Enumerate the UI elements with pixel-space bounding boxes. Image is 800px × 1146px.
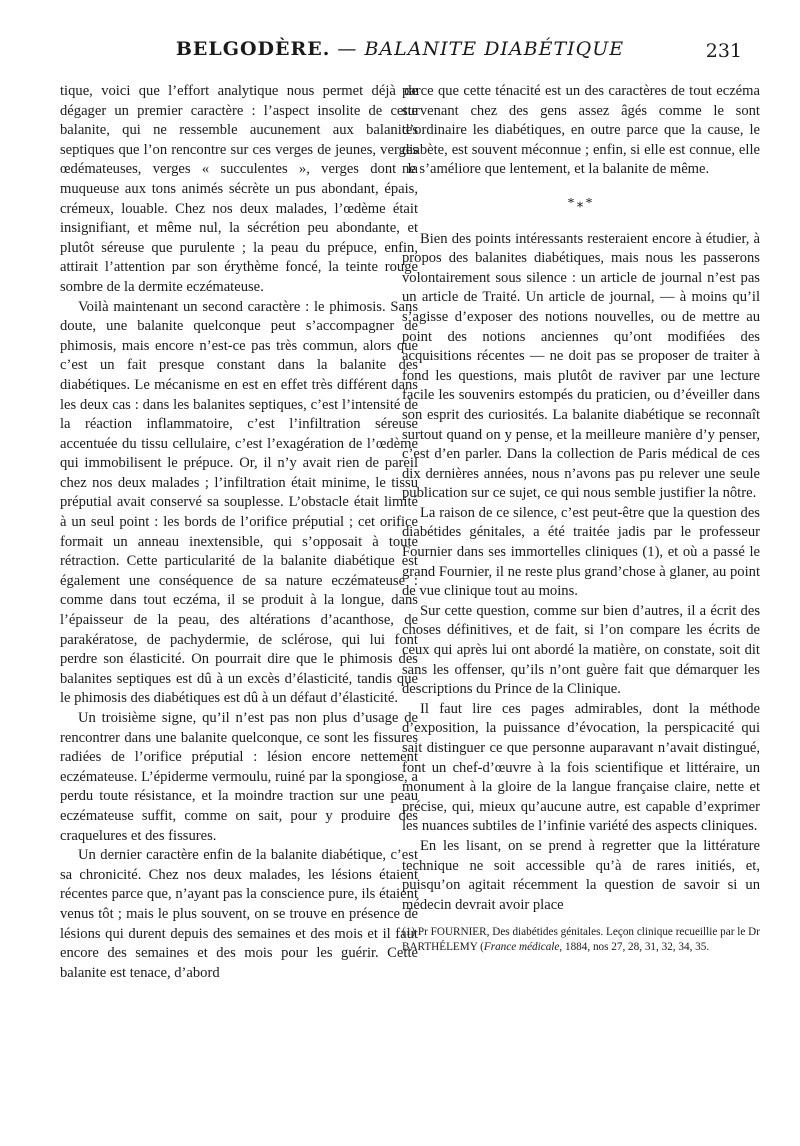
paragraph: Un troisième signe, qu’il n’est pas non plus d’usage de rencontrer dans une balanite quelconque, ce sont les fissures radiées de l’orifice préputial : lésion encore nettement eczémateuse. L’épiderme vermoulu, ruiné par la spongiose, a perdu toute résistance, et la moindre traction sur une peau eczémateuse suffit, comme on sait, pour y produire des craquelures et des fissures. (60, 710, 418, 844)
paragraph: Bien des points intéressants resteraient encore à étudier, à propos des balanites diabétiques, mais nous les passerons volontairement sous silence : un article de journal n’est pas un article de Traité. Un article de journal, — à moins qu’il s’agisse d’exposer des notions nouvelles, ou de mettre au point des notions anciennes qu’ont modifiées des acquisitions récentes — ne doit pas se proposer de traiter à fond les questions, mais plutôt de raviver par une lecture facile les souvenirs estompés du praticien, ou d’éveiller dans son esprit des curiosités. La balanite diabétique se reconnaît surtout quand on y pense, et la meilleure manière d’y penser, c’est d’en parler. Dans la collection de Paris médical de ces dix dernières années, nous n’avons pas pu relever une seule publication sur ce sujet, ce qui nous semble justifier la nôtre. (402, 230, 760, 502)
running-head-author: BELGODÈRE. (175, 38, 331, 60)
footnote (402, 925, 760, 955)
paragraph: Un dernier caractère enfin de la balanite diabétique, c’est sa chronicité. Chez nos deux malades, les lésions étaient récentes parce que, n’ayant pas la conscience pure, ils étaient venus tôt ; mais le plus souvent, on se trouve en présence de lésions qui durent depuis des semaines et des mois et il faut encore des semaines et des mois pour les guérir. Cette balanite est tenace, d’abord (60, 847, 418, 981)
page-number: 231 (705, 40, 742, 62)
paragraph: tique, voici que l’effort analytique nous permet déjà de dégager un premier caractère : l’aspect insolite de cette balanite, qui ne ressemble aucunement aux balanites septiques que l’on rencontre sur ces verges de jeunes, verges œdémateuses, verges « succulentes », verges dont la muqueuse aux tons animés sécrète un pus abondant, épais, crémeux, louable. Chez nos deux malades, l’œdème était insignifiant, et même nul, la sécrétion peu abondante, et plutôt séreuse que purulente ; la peau du prépuce, enfin, attirait l’attention par son érythème foncé, la teinte rouge sombre de la dermite eczémateuse. (60, 83, 418, 295)
footnote-text: (1) Pr FOURNIER, Des diabétides génitales. Leçon clinique recueillie par le Dr BARTHÉLEMY ( (402, 926, 760, 954)
section-separator: *⁎* (567, 195, 595, 211)
footnote-tail: , 1884, nos 27, 28, 31, 32, 34, 35. (559, 941, 710, 954)
paragraph: parce que cette ténacité est un des caractères de tout eczéma survenant chez des gens assez âgés comme le sont d’ordinaire les diabétiques, en outre parce que la cause, le diabète, est souvent méconnue ; enfin, si elle est connue, elle ne s’améliore que lentement, et la balanite de même. (402, 83, 760, 178)
right-column (402, 82, 760, 955)
left-column (60, 82, 418, 983)
running-head-title: BALANITE DIABÉTIQUE (364, 38, 625, 60)
footnote-journal: France médicale (483, 941, 560, 954)
page-header (0, 28, 800, 68)
paragraph: En les lisant, on se prend à regretter que la littérature technique ne soit accessible qu’à de rares initiés, et, puisqu’on agitait récemment la question de savoir si un médecin devrait avoir place (402, 837, 760, 913)
running-head-dash: — (330, 38, 365, 60)
paragraph: Il faut lire ces pages admirables, dont la méthode d’exposition, la puissance d’évocation, la perspicacité qui sait distinguer ce que personne auparavant n’avait distingué, font un chef-d’œuvre à la fois scientifique et littéraire, un monument à la gloire de la langue française claire, nette et précise, qui, mieux qu’aucune autre, est capable d’exprimer les nuances subtiles de l’infinie variété des aspects cliniques. (402, 700, 760, 835)
paragraph: Voilà maintenant un second caractère : le phimosis. Sans doute, une balanite quelconque peut s’accompagner de phimosis, mais encore n’est-ce pas très commun, alors que c’est un fait presque constant dans la balanite des diabétiques. Le mécanisme en est en effet très différent dans les deux cas : dans les balanites septiques, c’est l’intensité de la réaction inflammatoire, c’est l’infiltration séreuse accentuée du tissu cellulaire, c’est l’exagération de l’œdème qui immobilisent le prépuce. Or, il n’y avait rien de pareil chez nos deux malades ; l’infiltration était minime, le tissu préputial avait conservé sa souplesse. L’obstacle était limité à un seul point : les bords de l’orifice préputial ; cet orifice formait un anneau inextensible, qui s’opposait à toute rétraction. Cette particularité de la balanite diabétique est également une conséquence de sa nature eczémateuse : comme dans tout eczéma, il se produit à la longue, dans l’épaisseur de la peau, des altérations d’acanthose, de parakératose, de pachydermie, de sclérose, qui lui font perdre son élasticité. On pourrait dire que le phimosis des balanites septiques est dû à un excès d’élasticité, tandis que le phimosis des diabétiques est dû à un défaut d’élasticité. (60, 298, 418, 707)
running-head (0, 38, 800, 60)
paragraph: La raison de ce silence, c’est peut-être que la question des diabétides génitales, a été traitée jadis par le professeur Fournier dans ses immortelles cliniques (1), et où a passé le grand Fournier, il ne reste plus grand’chose à glaner, au point de vue clinique tout au moins. (402, 504, 760, 600)
paragraph: Sur cette question, comme sur bien d’autres, il a écrit des choses définitives, et de fait, si l’on compare les écrits de ceux qui après lui ont abordé la matière, on constate, soit dit sans les offenser, qu’ils n’ont guère fait que démarquer les descriptions du Prince de la Clinique. (402, 602, 760, 698)
